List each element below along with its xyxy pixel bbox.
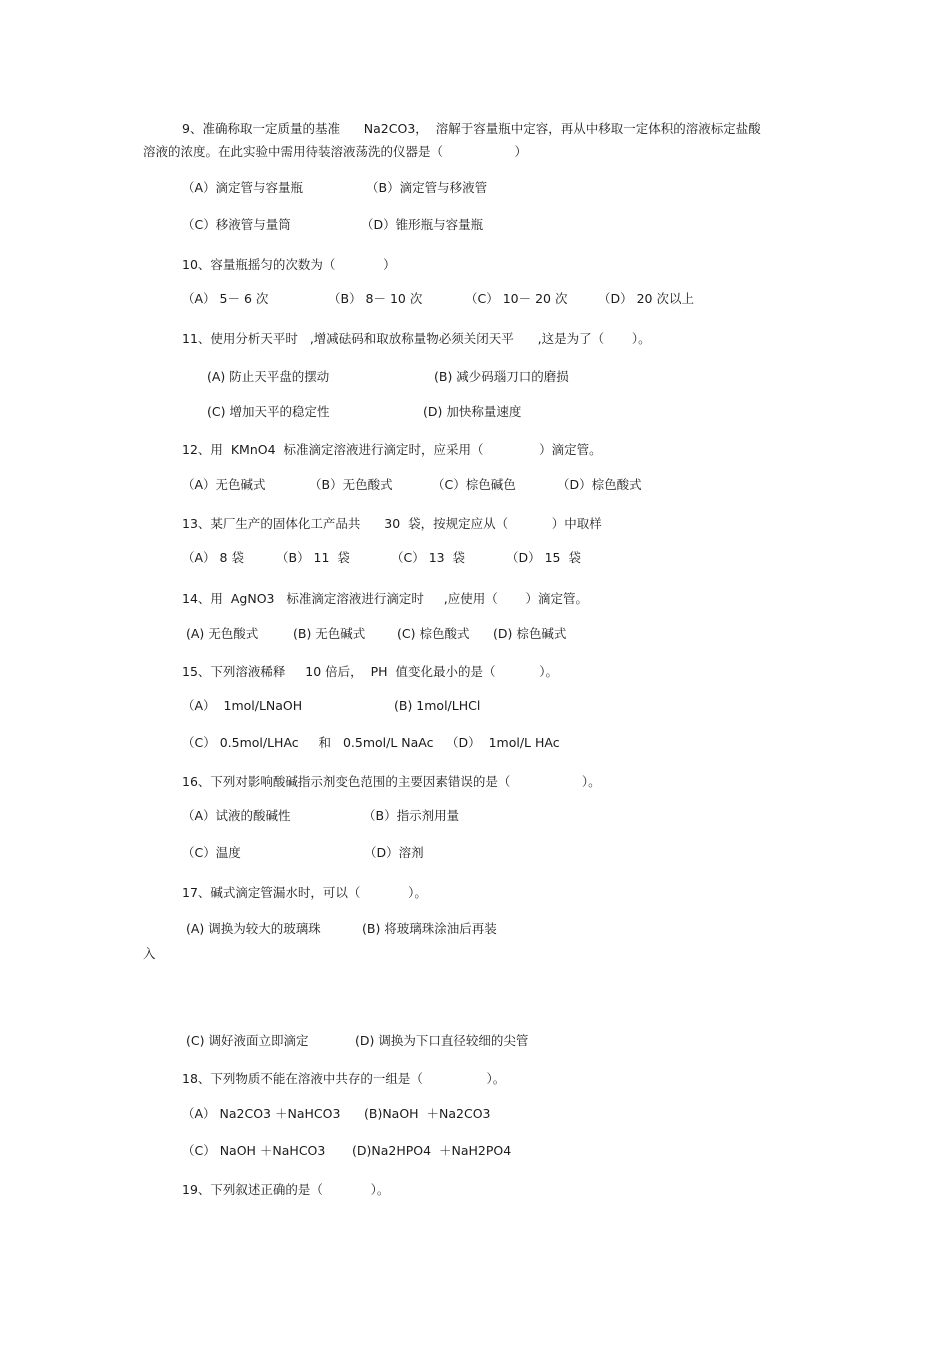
question-17-option-c: (C) 调好液面立即滴定 — [186, 1033, 309, 1048]
question-9-option-a: （A）滴定管与容量瓶 — [182, 180, 304, 195]
question-11-text: 11、使用分析天平时 ,增减砝码和取放称量物必须关闭天平 ,这是为了（ ）。 — [182, 331, 651, 346]
question-18-option-c: （C） NaOH ＋NaHCO3 — [182, 1143, 326, 1158]
question-13-text: 13、某厂生产的固体化工产品共 30 袋，按规定应从（ ）中取样 — [182, 516, 602, 531]
question-10-option-d: （D） 20 次以上 — [598, 291, 694, 306]
question-12-option-d: （D）棕色酸式 — [557, 477, 642, 492]
question-9-option-c: （C）移液管与量筒 — [182, 217, 291, 232]
question-17-option-d: (D) 调换为下口直径较细的尖管 — [355, 1033, 529, 1048]
question-10-text: 10、容量瓶摇匀的次数为（ ） — [182, 257, 396, 272]
question-12-option-c: （C）棕色碱色 — [432, 477, 516, 492]
question-14-option-c: (C) 棕色酸式 — [397, 626, 470, 641]
question-17-option-b-cont: 入 — [143, 946, 156, 961]
question-11-option-b: (B) 减少码瑙刀口的磨损 — [434, 369, 569, 384]
question-18-option-b: (B)NaOH ＋Na2CO3 — [364, 1106, 491, 1121]
question-11-option-c: (C) 增加天平的稳定性 — [207, 404, 330, 419]
question-13-option-c: （C） 13 袋 — [391, 550, 466, 565]
question-13-option-a: （A） 8 袋 — [182, 550, 244, 565]
question-12-text: 12、用 KMnO4 标准滴定溶液进行滴定时，应采用（ ）滴定管。 — [182, 442, 602, 457]
question-18-option-d: (D)Na2HPO4 ＋NaH2PO4 — [352, 1143, 512, 1158]
question-9-option-b: （B）滴定管与移液管 — [366, 180, 488, 195]
question-10-option-c: （C） 10－ 20 次 — [465, 291, 568, 306]
question-17-option-b: (B) 将玻璃珠涂油后再装 — [362, 921, 497, 936]
question-16-option-a: （A）试液的酸碱性 — [182, 808, 291, 823]
question-9-text-cont: 溶液的浓度。在此实验中需用待装溶液荡洗的仪器是（ ） — [143, 144, 528, 159]
question-12-option-a: （A）无色碱式 — [182, 477, 266, 492]
question-11-option-d: (D) 加快称量速度 — [423, 404, 522, 419]
question-16-text: 16、下列对影响酸碱指示剂变色范围的主要因素错误的是（ ）。 — [182, 774, 601, 789]
question-16-option-c: （C）温度 — [182, 845, 241, 860]
question-15-option-b: (B) 1mol/LHCl — [394, 698, 481, 713]
question-15-option-a: （A） 1mol/LNaOH — [182, 698, 303, 713]
question-12-option-b: （B）无色酸式 — [309, 477, 393, 492]
question-13-option-b: （B） 11 袋 — [276, 550, 350, 565]
question-10-option-b: （B） 8－ 10 次 — [328, 291, 423, 306]
question-17-text: 17、碱式滴定管漏水时，可以（ ）。 — [182, 885, 427, 900]
question-17-option-a: (A) 调换为较大的玻璃珠 — [186, 921, 321, 936]
question-9-text: 9、准确称取一定质量的基准 Na2CO3， 溶解于容量瓶中定容，再从中移取一定体积的溶液标定盐酸 — [182, 121, 761, 136]
question-18-text: 18、下列物质不能在溶液中共存的一组是（ ）。 — [182, 1071, 506, 1086]
question-16-option-d: （D）溶剂 — [364, 845, 424, 860]
question-14-text: 14、用 AgNO3 标准滴定溶液进行滴定时 ,应使用（ ）滴定管。 — [182, 591, 589, 606]
question-15-option-c: （C） 0.5mol/LHAc 和 0.5mol/L NaAc — [182, 735, 434, 750]
question-19-text: 19、下列叙述正确的是（ ）。 — [182, 1182, 390, 1197]
question-15-option-d: （D） 1mol/L HAc — [446, 735, 560, 750]
question-16-option-b: （B）指示剂用量 — [363, 808, 460, 823]
question-14-option-b: (B) 无色碱式 — [293, 626, 366, 641]
question-13-option-d: （D） 15 袋 — [506, 550, 581, 565]
question-11-option-a: (A) 防止天平盘的摆动 — [207, 369, 330, 384]
question-15-text: 15、下列溶液稀释 10 倍后， PH 值变化最小的是（ ）。 — [182, 664, 558, 679]
question-14-option-a: (A) 无色酸式 — [186, 626, 259, 641]
question-14-option-d: (D) 棕色碱式 — [493, 626, 567, 641]
question-9-option-d: （D）锥形瓶与容量瓶 — [361, 217, 484, 232]
question-10-option-a: （A） 5－ 6 次 — [182, 291, 269, 306]
question-18-option-a: （A） Na2CO3 ＋NaHCO3 — [182, 1106, 341, 1121]
